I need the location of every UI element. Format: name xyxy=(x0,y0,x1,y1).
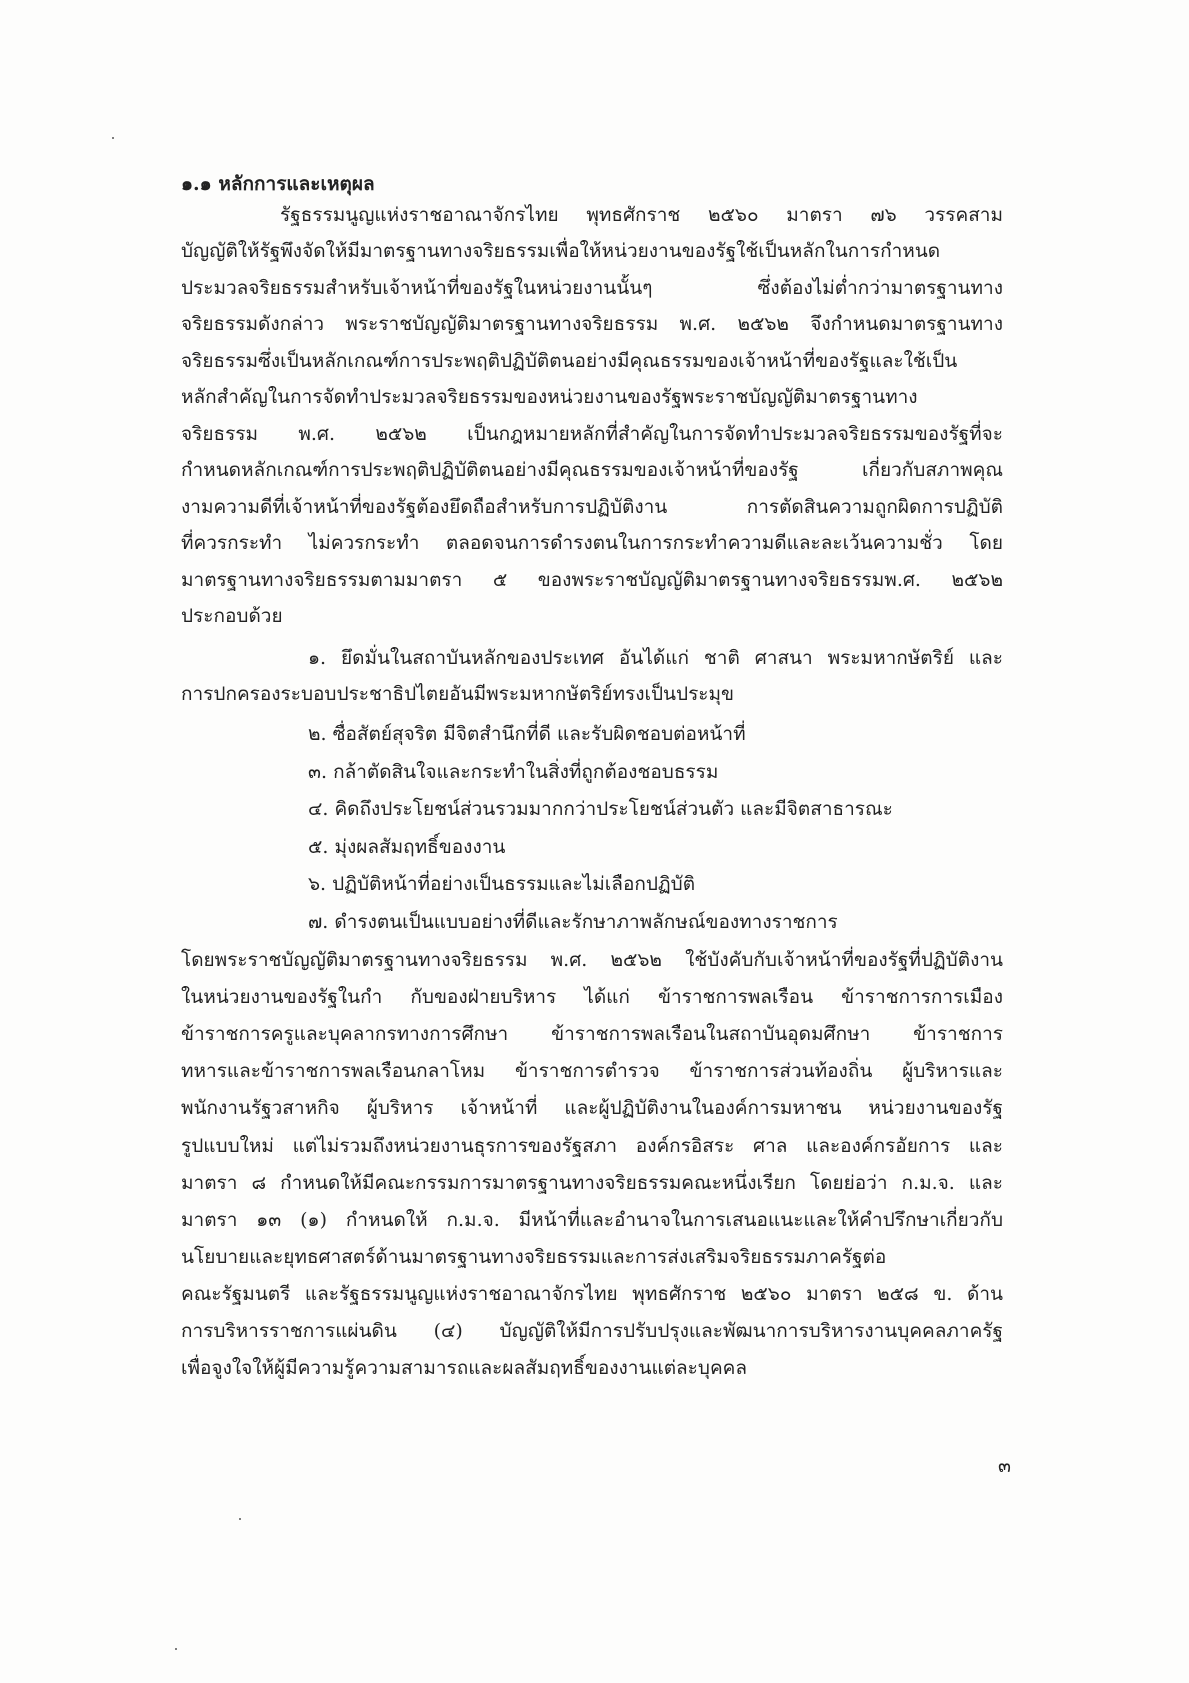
paragraph-line: คณะรัฐมนตรี และรัฐธรรมนูญแห่งราชอาณาจักรไทย พุทธศักราช ๒๕๖๐ มาตรา ๒๕๘ ข. ด้าน xyxy=(181,1283,1003,1305)
list-item: ๑. ยึดมั่นในสถาบันหลักของประเทศ อันได้แก่ ชาติ ศาสนา พระมหากษัตริย์ และ xyxy=(308,647,1003,669)
list-item: ๔. คิดถึงประโยชน์ส่วนรวมมากกว่าประโยชน์ส่วนตัว และมีจิตสาธารณะ xyxy=(308,798,893,820)
paragraph-line: มาตรา ๑๓ (๑) กำหนดให้ ก.ม.จ. มีหน้าที่และอำนาจในการเสนอแนะและให้คำปรึกษาเกี่ยวกับ xyxy=(181,1209,1003,1231)
paragraph-line: การบริหารราชการแผ่นดิน (๔) บัญญัติให้มีการปรับปรุงและพัฒนาการบริหารงานบุคคลภาครัฐ xyxy=(181,1320,1003,1342)
paragraph-line: มาตรฐานทางจริยธรรมตามมาตรา ๕ ของพระราชบัญญัติมาตรฐานทางจริยธรรมพ.ศ. ๒๕๖๒ xyxy=(181,569,1003,591)
paragraph-line: รัฐธรรมนูญแห่งราชอาณาจักรไทย พุทธศักราช ๒๕๖๐ มาตรา ๗๖ วรรคสาม xyxy=(280,204,1003,226)
scan-speck xyxy=(239,1518,241,1520)
paragraph-line: เพื่อจูงใจให้ผู้มีความรู้ความสามารถและผลสัมฤทธิ์ของงานแต่ละบุคคล xyxy=(181,1357,748,1379)
paragraph-line: ประมวลจริยธรรมสำหรับเจ้าหน้าที่ของรัฐในหน่วยงานนั้นๆ ซึ่งต้องไม่ต่ำกว่ามาตรฐานทาง xyxy=(181,277,1003,299)
paragraph-line: บัญญัติให้รัฐพึงจัดให้มีมาตรฐานทางจริยธรรมเพื่อให้หน่วยงานของรัฐใช้เป็นหลักในการกำหนด xyxy=(181,240,941,262)
list-item-continuation: การปกครองระบอบประชาธิปไตยอันมีพระมหากษัตริย์ทรงเป็นประมุข xyxy=(181,683,735,705)
list-item: ๒. ซื่อสัตย์สุจริต มีจิตสำนึกที่ดี และรับผิดชอบต่อหน้าที่ xyxy=(308,723,746,745)
list-item: ๗. ดำรงตนเป็นแบบอย่างที่ดีและรักษาภาพลักษณ์ของทางราชการ xyxy=(308,911,838,933)
paragraph-line: งามความดีที่เจ้าหน้าที่ของรัฐต้องยึดถือสำหรับการปฏิบัติงาน การตัดสินความถูกผิดการปฏิบัติ xyxy=(181,496,1003,518)
paragraph-line: โดยพระราชบัญญัติมาตรฐานทางจริยธรรม พ.ศ. ๒๕๖๒ ใช้บังคับกับเจ้าหน้าที่ของรัฐที่ปฏิบัติงาน xyxy=(181,949,1003,971)
scan-speck xyxy=(112,137,114,139)
paragraph-line: ทหารและข้าราชการพลเรือนกลาโหม ข้าราชการตำรวจ ข้าราชการส่วนท้องถิ่น ผู้บริหารและ xyxy=(181,1060,1003,1082)
paragraph-line: จริยธรรม พ.ศ. ๒๕๖๒ เป็นกฎหมายหลักที่สำคัญในการจัดทำประมวลจริยธรรมของรัฐที่จะ xyxy=(181,423,1003,445)
page-number: ๓ xyxy=(998,1455,1011,1477)
list-item: ๕. มุ่งผลสัมฤทธิ์ของงาน xyxy=(308,836,506,858)
paragraph-line: จริยธรรมซึ่งเป็นหลักเกณฑ์การประพฤติปฏิบัติตนอย่างมีคุณธรรมของเจ้าหน้าที่ของรัฐและใช้เป็น xyxy=(181,350,958,372)
paragraph-line: จริยธรรมดังกล่าว พระราชบัญญัติมาตรฐานทางจริยธรรม พ.ศ. ๒๕๖๒ จึงกำหนดมาตรฐานทาง xyxy=(181,313,1003,335)
paragraph-line: ในหน่วยงานของรัฐในกำ กับของฝ่ายบริหาร ได้แก่ ข้าราชการพลเรือน ข้าราชการการเมือง xyxy=(181,986,1003,1008)
paragraph-line: หลักสำคัญในการจัดทำประมวลจริยธรรมของหน่วยงานของรัฐพระราชบัญญัติมาตรฐานทาง xyxy=(181,386,918,408)
paragraph-line: ที่ควรกระทำ ไม่ควรกระทำ ตลอดจนการดำรงตนในการกระทำความดีและละเว้นความชั่ว โดย xyxy=(181,532,1003,554)
paragraph-line: ข้าราชการครูและบุคลากรทางการศึกษา ข้าราชการพลเรือนในสถาบันอุดมศึกษา ข้าราชการ xyxy=(181,1023,1003,1045)
paragraph-line: นโยบายและยุทธศาสตร์ด้านมาตรฐานทางจริยธรรมและการส่งเสริมจริยธรรมภาครัฐต่อ xyxy=(181,1246,887,1268)
paragraph-line: พนักงานรัฐวสาหกิจ ผู้บริหาร เจ้าหน้าที่ และผู้ปฏิบัติงานในองค์การมหาชน หน่วยงานของรัฐ xyxy=(181,1097,1003,1119)
scan-speck xyxy=(175,1648,177,1650)
paragraph-line: รูปแบบใหม่ แต่ไม่รวมถึงหน่วยงานธุรการของรัฐสภา องค์กรอิสระ ศาล และองค์กรอัยการ และ xyxy=(181,1135,1003,1157)
list-item: ๖. ปฏิบัติหน้าที่อย่างเป็นธรรมและไม่เลือกปฏิบัติ xyxy=(308,873,696,895)
section-heading: ๑.๑ หลักการและเหตุผล xyxy=(181,173,375,195)
paragraph-line: มาตรา ๘ กำหนดให้มีคณะกรรมการมาตรฐานทางจริยธรรมคณะหนึ่งเรียก โดยย่อว่า ก.ม.จ. และ xyxy=(181,1172,1003,1194)
paragraph-line: ประกอบด้วย xyxy=(181,605,283,627)
paragraph-line: กำหนดหลักเกณฑ์การประพฤติปฏิบัติตนอย่างมีคุณธรรมของเจ้าหน้าที่ของรัฐ เกี่ยวกับสภาพคุณ xyxy=(181,459,1003,481)
list-item: ๓. กล้าตัดสินใจและกระทำในสิ่งที่ถูกต้องชอบธรรม xyxy=(308,761,719,783)
